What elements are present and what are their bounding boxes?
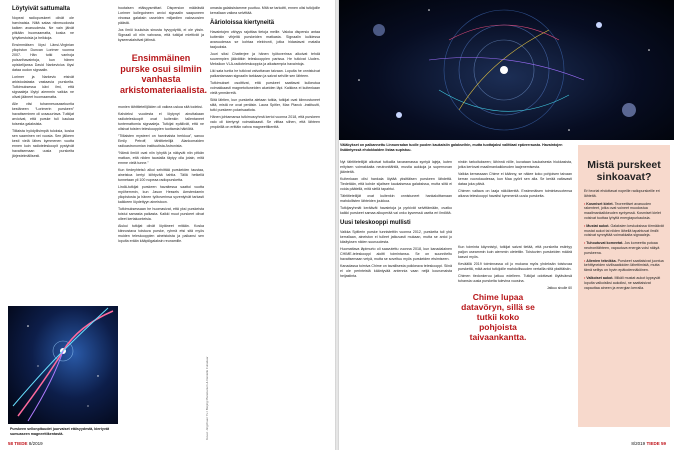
paragraph: Jos ilmiö kuuluisia sinusta hyvyydyttä, ei ole yksin. Signaali oli niin vahvana, että tutkijat miettivät ja kyseenalaistivat jätinsä.: [118, 28, 204, 42]
burst-illustration: [8, 306, 118, 424]
sidebar-item-text: Teoreettiset avaruuden rakenteet, jotka ovat voineet muodostua maailmankaikkeuden syntyessä. Kosmiset kielet voisivat tuottaa lyhyitä energiapurkauksia.: [584, 201, 661, 220]
sidebar-item-text: Jos komeetta putoaa neutronitähteen, vapautuva energia voisi näkyä purskeena.: [584, 241, 660, 255]
image-caption: Purskeen sellonpituudet juurvaiset etäisyydestä, kiertyvät sumuaseen magneettikentastä.: [10, 427, 110, 436]
left-column-2: [118, 6, 208, 246]
galaxy-graphic: [339, 0, 674, 140]
paragraph: Tutkijaryhmät keräävät havaintoja ja pyrkivät selvittämään, ovatko kaikki purskeet samaa alkuperää vai onko kyseessä useita eri ilmiöitä.: [340, 206, 452, 215]
paragraph: hootaisen etäisyysmittari. Dispersion määrästä Lorimer kollegoineen arvioi signaalin saapuneen vinossa galaksin usseiden miljardien valovuosien päästä.: [118, 6, 204, 25]
paragraph: Havaintojen vähyys rajoittaa tietoja meille. Valoka dispersio antaa kuitenkin vihjeitä purskeiden matkasta. Signaalin kulkiessa avaruudessa se kohtaa elektronit, jotka hidastavat matalia taajuuksia.: [210, 30, 320, 49]
paragraph: Kun toiminta käynnistyi, tutkijat saivat tietää, että purskeita esiintyy paljon useammin kuin aiemmin oletettiin. Toistuvien purskeiden määrä kasvoi myös.: [458, 245, 572, 259]
paragraph: Chimen valtava on laaja näkökenttä. Ensimmäisen toimintavuotensa aikana teleskooppi havaitsi kymmeniä uusia purskeita.: [458, 189, 572, 198]
sidebar-item: [584, 202, 664, 221]
sidebar-item-text: Galaksien keskuksissa törmäävät mustat aukot tai niiden lähellä tapahtuvat ilmiöt voisivat synnyttää voimakkaita signaaleja.: [584, 223, 664, 238]
section-heading: Uusi teleskooppi mullisti: [340, 220, 411, 226]
left-column-3: [210, 6, 320, 132]
sidebar-item-label: Valkoiset aukot.: [586, 275, 614, 280]
paragraph: “Tiiliaisten mysteeri on harvinaista herkkua”, sanoo Emily Petroff, tähtitieteilijä Alankomaiden radioastronomian instituutista Astronista.: [118, 134, 204, 148]
paragraph: Tähtitieteilijät ovat kuitenkin onnistuneet hankaloittamaan mahdollisten lähteiden joukkoa.: [340, 194, 452, 203]
paragraph: Tutkimukset osoittivat, että purskeet saattavat kulkeutua voimakkaasti magnetoituneiden alueiden läpi. Kaikkea ei kuitenkaan vielä ymmärretä.: [210, 81, 320, 95]
burst-graphic: [8, 306, 118, 424]
paragraph: Tutkimuksessaan he huomasivat, että yksi purskeista toistui samasta paikasta. Kaikki muut purskeet olivat olleet kertaluonteisia.: [118, 207, 204, 221]
bullet-icon: •: [584, 275, 586, 280]
paragraph: Tiiliaista hyödyllisimpiä tuloksia, koska sen saaminen vei vuosia. Sen jälkeen kesti vielä lähes kymmenen vuotta ennen kuin radioteleskoopit pystyivät havaitsemaan uusia purskeita järjestelmällisesti.: [12, 129, 74, 158]
paragraph: Kanadassa toimiva Chime on tavallisesta poikkeava teleskooppi. Siinä ei ole perinteistä kääntyvää antennia vaan neljä kourumaista heijastinta.: [340, 264, 452, 278]
page-footer: [8, 441, 43, 446]
paragraph: Lorimer ja Narkevic etsivät arkistodatasta vastaavia purskeita. Tutkimuksessa kävi ilmi, että signaaleja löytyi aiemmin vaikka ne olivat jääneet huomaamatta.: [12, 75, 74, 99]
galaxy-illustration: [339, 0, 674, 140]
right-column-2: [458, 160, 572, 293]
paragraph: Hänen johtamansa tutkimusryhmä kertoi vuonna 2018, että purskeen valo oli kiertynyt voimakkaasti. Se viittaa siihen, että lähteen ympärillä on erittäin vahva magneettikenttä.: [210, 115, 320, 129]
left-column-1: [12, 6, 74, 161]
issue-number: 8/2019: [28, 441, 43, 446]
bullet-icon: •: [584, 201, 586, 206]
magazine-name: TIEDE: [14, 441, 28, 446]
sidebar-item-text: Mikäli mustat aukot kypsyvät lopulta valkoisiksi aukoiksi, ne saattaisivat vapauttaa aineen ja energian kerralla.: [584, 275, 661, 290]
paragraph: Kun tiedeyhteisö alkoi selvittää purskeiden taustaa, aineistoa kertyi kiihtyvää tahtia. Tällä hetkellä tunnetaan yli 100 nopeaa radiopursketta.: [118, 168, 204, 182]
paragraph: Keväällä 2019 toiminnassa oli jo mukana myös yhdeksän toistuvaa purskettä, mikä antoi tutkijoille mahdollisuuden vertailla niitä yksittäisiin.: [458, 262, 572, 271]
page-number: 58: [8, 441, 14, 446]
right-page: [339, 0, 674, 450]
paragraph: Vaikka kerrassaan Chime ei käänny, se näkee koko pohjoisen taivaan kerran vuorokaudessa, kun Maa pyörii sen alla. Se kerää valtavasti dataa joka päivä.: [458, 172, 572, 186]
photo-credit: Kuvat: Jingchuan Yu / Beijing Planetarium & Danielle Futselaar: [205, 356, 209, 440]
sidebar-title: Mistä purskeet sinkoavat?: [587, 159, 661, 183]
paragraph: ninkin tarkoitukseen; lähinnä niille, kuvataan kaukaisesta hiukkasista, jotka kertovat maailmankaikkeuden laajenemisesta.: [458, 160, 572, 169]
paragraph: Liki sata tuntia he tutkivat valvottavan taivaan. Lopulta he onnistuivat paikantamaan signaalin tarkkaan ja saivat selville sen lähteen.: [210, 69, 320, 78]
magazine-name: TIEDE: [646, 441, 660, 446]
bullet-icon: •: [584, 258, 586, 263]
issue-number: 8/2019: [631, 441, 646, 446]
sidebar-item-label: Alienien teknikka.: [586, 258, 617, 263]
paragraph: Nopeat radiopurskeet olivät ole harvinaisia. Niitä sataa niinmuodosta kaiken avaruudesta. Ne vain jäivät pitkään huomaamatta, koska ne lyhytkestoisia ja heikkoja.: [12, 16, 74, 40]
image-caption: Väläbykset on paikannettu Linnunradan tuolle puolen kaukaisiin galakseihin, mutta tuottajaksi valittiaat epäverrausta. Havaintojen lisääntyessä ehdokkaiden listaa supistuu.: [340, 143, 563, 152]
paragraph: monien tähtitieteilijöiden oli vaikea uskoa sitä todeksi.: [118, 105, 203, 109]
paragraph: Alle viisi tuhannesosasekuntia kestäneen “Lorimerin purskeen” havaitseminen oli uraauurtava. Tutkijat arvioivat, että purske tuli kaukaa toisesta galaksista.: [12, 102, 74, 126]
page-footer: [631, 441, 666, 446]
sidebar-item-text: Purskeet saattaisivat juontua kehittyneiden sivilisaatioiden lähettimistä, mutta tämä selitys on hyvin epätodennäköinen.: [584, 258, 664, 273]
pull-quote: Ensimmäinen purske osui silmiin vanhasta arkistomateriaalista.: [120, 53, 208, 95]
page-number: 59: [660, 441, 666, 446]
paragraph: Siitä lähtien, kun purskeita aletaan tutkia, tutkijat ovat kiinnostuneet siitä, mistä ne ovat peräisin. Laura Spitler, Max Planck -instituutti, tutki purskeen polarisaatiota.: [210, 98, 320, 112]
section-heading: Äärioloissa kiertyneitä: [210, 20, 275, 26]
paragraph: Lindä-tutkijat purskeen havaitessa saattoi vuotta myöhemmin, kun Jason Hessels Amsterdamin yliopistosta ja hänen työtoverinsa syventyivät tarkasti kaikkeen löydettyyn aineistoon.: [118, 185, 204, 204]
sidebar-item-label: Kosmiset kielet.: [586, 201, 614, 206]
continues-note: Jatkuu sivulle 60: [546, 286, 572, 290]
sidebar-item: [584, 241, 664, 255]
sidebar-box: [578, 145, 670, 427]
sidebar-item-label: Mustat aukot.: [586, 223, 610, 228]
paragraph: Ensimmäisen löysi Länsi-Virginian yliopiston Duncan Lorimer vuonna 2007. Hän tutki vanhoja pulsarihavaintoja, kun hänen opiskelijansa David Narkevicius löysi dataa oudon signaalin.: [12, 43, 74, 72]
paragraph: Huomattava läpimurto oli saavutettu vuonna 2018, kun kanadalainen CHIME-teleskooppi aloitti toimintansa. Se on suunniteltu havaitsemaan vetyä, mutta se soveltuu myös purskeiden etsimiseen.: [340, 247, 452, 261]
paragraph: Alukui tutkijat olivät löytäneet mitään. Koska kiinnostava toistuva purske, ryhmä etsi sitä myös muiden teleskooppien aineistoista ja paikansi sen lopulta erään kääpiögalaksin reunamille.: [118, 224, 204, 243]
right-column-1: [340, 160, 452, 281]
bullet-icon: •: [584, 241, 586, 246]
paragraph: Kahdeksi vuodesta ei löytynyt ainuttakaan radioteleskoopit ovat kuitenkin tallentaneet tuntemattomia signaaleja. Tutkijat epäilivät, että ne olisivat toisten teleskooppien tuottamia häiriöitä.: [118, 112, 204, 131]
pull-quote-box: [458, 292, 538, 342]
paragraph: Nyt tähtitieteilijät alkoivat tutkailla tavaramassa syntyä lajeja, kuten erityisen voimakkaita neutronitähtiä, mustia aukkoja ja supernovan jäänteitä.: [340, 160, 452, 174]
paragraph: Juuri siksi Chatterjee ja hänen työtoverinsa alkoivat tehdä suurempien jäävätkin teleskooppien parissa. He tutkivat Uuden-Meksikon VLA-radioteleskooppia ja aikaisempia havaintoja.: [210, 52, 320, 66]
sidebar-item: [584, 224, 664, 238]
paragraph: Chimen tiedonkeruu jatkuu edelleen. Tutkijat odottavat löytävänsä tuhansia uusia purskeita tulevina vuosina.: [458, 274, 572, 283]
paragraph: Kuitenkaan olisi hankala löytää yksittäisen purskeen lähdettä. Tiedetään, että kohde sijaitsee kaukaisessa galaksissa, mutta siitä ei voida päätellä, mitä siellä tapahtui.: [340, 177, 452, 191]
sidebar-item: [584, 259, 664, 273]
paragraph: omasta galaksistamme puuttuu. Mitä se tarkoitti, ennen olisi tutkijoille kerrallaan vaikea selvittää.: [210, 6, 320, 15]
pull-quote-spacer: [458, 201, 572, 245]
section-heading: Löytyivät sattumalta: [12, 6, 71, 12]
left-page: [0, 0, 335, 450]
sidebar-intro: Eri teoriat ehdottavat nopeille radiopurskeille eri lähteitä.: [584, 189, 660, 198]
paragraph: “Nämä ilmiöt ovat niin lyhyitä ja näkyvät niin pitkän matkan, että niiden taustalla täytyy olla jotain, mitä emme vielä tunne.”: [118, 151, 204, 165]
sidebar-item: [584, 276, 664, 290]
paragraph: Vaikka Spitlerin purske tunnistettiin vuonna 2012, purskeita tuli yhä kerrallaan, aineiston ei tulleet jatkuvasti mukaan, mutta se antoi jo käsityksen niiden suuruudesta.: [340, 230, 452, 244]
bullet-icon: •: [584, 223, 586, 228]
sidebar-item-label: Tuhoutuvat komeetat.: [586, 241, 624, 246]
pull-quote: Chime lupaa datavöryn, sillä se tutkii koko pohjoista taivaankantta.: [461, 292, 535, 342]
